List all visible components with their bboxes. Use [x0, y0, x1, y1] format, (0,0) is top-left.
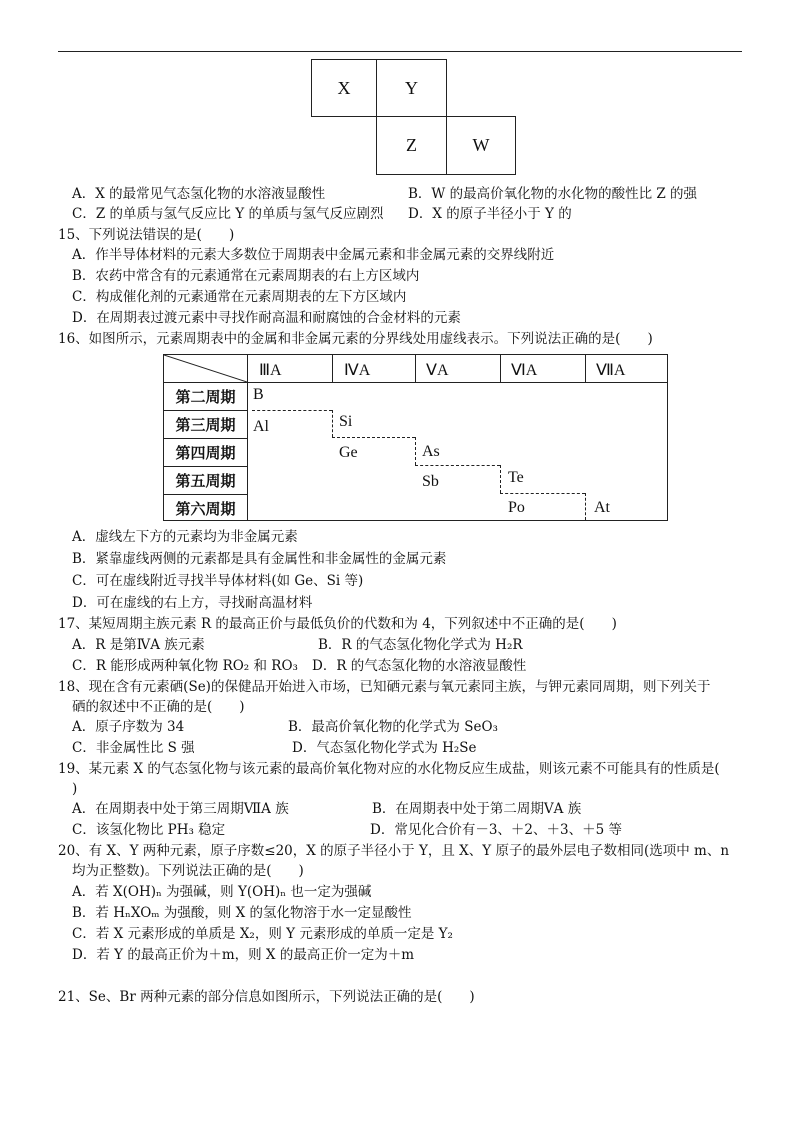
- element-sb: Sb: [422, 473, 439, 490]
- q14-option-d: D．X 的原子半径小于 Y 的: [408, 206, 572, 222]
- period-label-4: 第四周期: [175, 443, 236, 462]
- q19-option-b: B．在周期表中处于第二周期ⅤA 族: [372, 801, 582, 817]
- boundary-dash: [500, 493, 585, 494]
- boundary-dash: [252, 410, 332, 411]
- q19-stem-line2: ): [72, 781, 78, 797]
- q14-option-b: B．W 的最高价氧化物的水化物的酸性比 Z 的强: [408, 186, 698, 202]
- boundary-dash: [332, 437, 415, 438]
- period-label-2: 第二周期: [175, 387, 236, 406]
- group-label-iiia: ⅢA: [259, 362, 282, 379]
- boundary-dash: [415, 465, 500, 466]
- q18-option-a: A．原子序数为 34: [72, 719, 185, 735]
- q20-option-c: C．若 X 元素形成的单质是 X₂，则 Y 元素形成的单质一定是 Y₂: [72, 926, 453, 942]
- q19-option-a: A．在周期表中处于第三周期ⅦA 族: [72, 801, 289, 817]
- q14-option-c: C．Z 的单质与氢气反应比 Y 的单质与氢气反应剧烈: [72, 206, 384, 222]
- q18-option-d: D．气态氢化物化学式为 H₂Se: [292, 740, 477, 756]
- q14-option-a: A．X 的最常见气态氢化物的水溶液显酸性: [72, 186, 326, 202]
- q17-stem: 17、某短周期主族元素 R 的最高正价与最低负价的代数和为 4，下列叙述中不正确的是( ): [58, 616, 617, 632]
- q15-option-d: D．在周期表过渡元素中寻找作耐高温和耐腐蚀的合金材料的元素: [72, 310, 461, 326]
- q15-option-c: C．构成催化剂的元素通常在元素周期表的左下方区域内: [72, 289, 407, 305]
- header-diagonal: [164, 355, 247, 382]
- cell-w: W: [446, 116, 516, 175]
- period-label-3: 第三周期: [175, 415, 236, 434]
- element-ge: Ge: [339, 444, 358, 461]
- boundary-dash: [332, 410, 333, 437]
- q20-option-d: D．若 Y 的最高正价为＋m，则 X 的最高正价一定为＋m: [72, 947, 415, 963]
- period-label-6: 第六周期: [175, 499, 236, 518]
- q16-option-a: A．虚线左下方的元素均为非金属元素: [72, 529, 298, 545]
- period-label-5: 第五周期: [175, 471, 236, 490]
- q18-stem-line2: 硒的叙述中不正确的是( ): [72, 699, 245, 715]
- q16-option-c: C．可在虚线附近寻找半导体材料(如 Ge、Si 等): [72, 573, 364, 589]
- q21-stem: 21、Se、Br 两种元素的部分信息如图所示，下列说法正确的是( ): [58, 989, 475, 1005]
- cell-x: X: [311, 59, 377, 117]
- group-label-viia: ⅦA: [596, 362, 626, 379]
- q19-stem-line1: 19、某元素 X 的气态氢化物与该元素的最高价氧化物对应的水化物反应生成盐，则该元素不可能具有的性质是(: [58, 761, 720, 777]
- q17-option-d: D．R 的气态氢化物的水溶液显酸性: [312, 658, 527, 674]
- q19-option-c: C．该氢化物比 PH₃ 稳定: [72, 822, 226, 838]
- q17-option-a: A．R 是第ⅣA 族元素: [72, 637, 205, 653]
- q18-option-c: C．非金属性比 S 强: [72, 740, 195, 756]
- q15-option-b: B．农药中常含有的元素通常在元素周期表的右上方区域内: [72, 268, 420, 284]
- group-label-via: ⅥA: [511, 362, 538, 379]
- top-rule: [58, 51, 742, 52]
- q17-option-c: C．R 能形成两种氧化物 RO₂ 和 RO₃: [72, 658, 298, 674]
- cell-y: Y: [376, 59, 447, 117]
- element-al: Al: [253, 418, 269, 435]
- q15-option-a: A．作半导体材料的元素大多数位于周期表中金属元素和非金属元素的交界线附近: [72, 247, 555, 263]
- group-label-va: ⅤA: [426, 362, 449, 379]
- element-po: Po: [508, 499, 525, 516]
- q16-option-d: D．可在虚线的右上方，寻找耐高温材料: [72, 595, 313, 611]
- q16-option-b: B．紧靠虚线两侧的元素都是具有金属性和非金属性的金属元素: [72, 551, 447, 567]
- element-te: Te: [508, 469, 524, 486]
- q20-option-b: B．若 HₙXOₘ 为强酸，则 X 的氢化物溶于水一定显酸性: [72, 905, 412, 921]
- cell-z: Z: [376, 116, 447, 175]
- q17-option-b: B．R 的气态氢化物化学式为 H₂R: [318, 637, 523, 653]
- q20-stem-line2: 均为正整数)。下列说法正确的是( ): [72, 863, 304, 879]
- element-b: B: [253, 386, 264, 403]
- periodic-table-fragment: [163, 354, 668, 521]
- q18-option-b: B．最高价氧化物的化学式为 SeO₃: [288, 719, 498, 735]
- q20-stem-line1: 20、有 X、Y 两种元素，原子序数≤20，X 的原子半径小于 Y，且 X、Y 原子的最外层电子数相同(选项中 m、n: [58, 843, 730, 859]
- q16-stem: 16、如图所示，元素周期表中的金属和非金属元素的分界线处用虚线表示。下列说法正确的是( ): [58, 331, 653, 347]
- boundary-dash: [585, 493, 586, 520]
- q19-option-d: D．常见化合价有－3、＋2、＋3、＋5 等: [370, 822, 622, 838]
- q20-option-a: A．若 X(OH)ₙ 为强碱，则 Y(OH)ₙ 也一定为强碱: [72, 884, 372, 900]
- q15-stem: 15、下列说法错误的是( ): [58, 227, 235, 243]
- boundary-dash: [500, 465, 501, 493]
- element-si: Si: [339, 413, 353, 430]
- element-at: At: [594, 499, 610, 516]
- group-label-iva: ⅣA: [344, 362, 371, 379]
- boundary-dash: [415, 437, 416, 465]
- q18-stem-line1: 18、现在含有元素硒(Se)的保健品开始进入市场，已知硒元素与氧元素同主族，与钾元素同周期，则下列关于: [58, 679, 711, 695]
- element-as: As: [422, 443, 440, 460]
